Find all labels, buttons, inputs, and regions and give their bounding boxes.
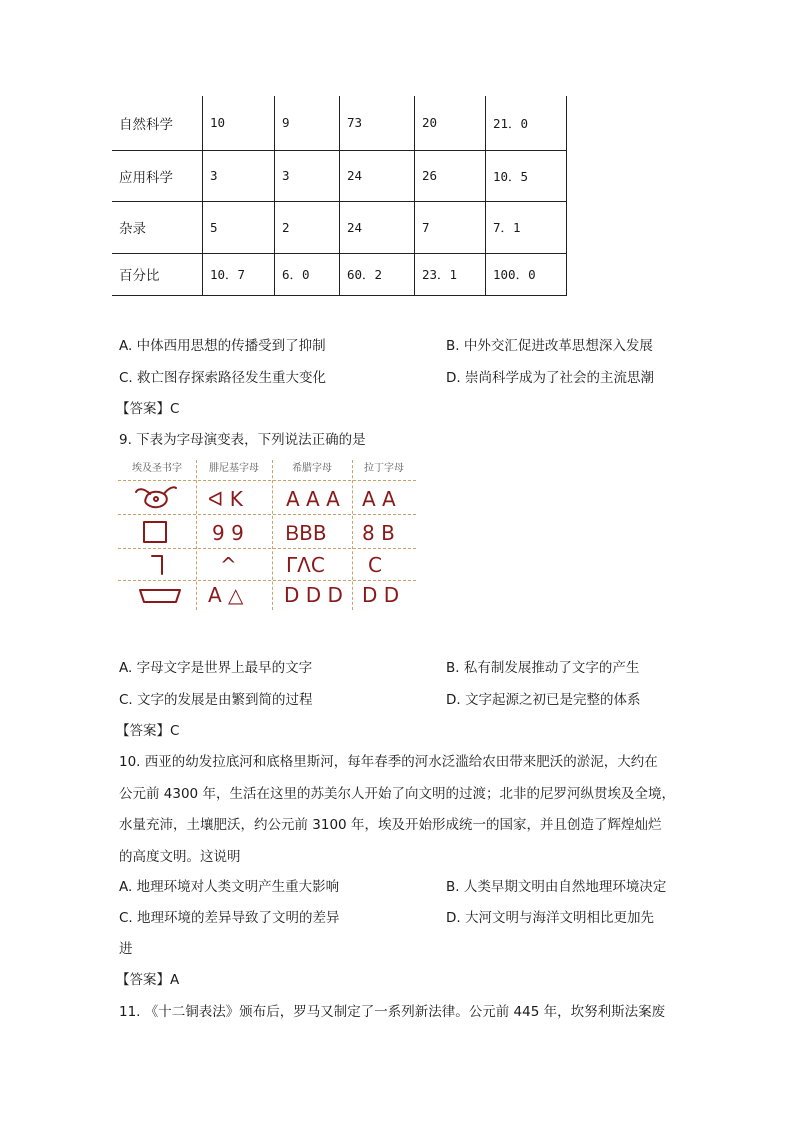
table-cell: 7 bbox=[415, 201, 486, 253]
q9-answer: 【答案】C bbox=[116, 723, 180, 739]
q10-stem-line4: 的高度文明。这说明 bbox=[119, 849, 241, 865]
header-egyptian: 埃及圣书字 bbox=[132, 463, 182, 474]
glyph-text: D D D bbox=[284, 583, 343, 607]
q8-option-d[interactable]: D. 崇尚科学成为了社会的主流思潮 bbox=[446, 370, 654, 386]
q10-option-d[interactable]: D. 大河文明与海洋文明相比更加先 bbox=[446, 910, 654, 926]
table-cell: 26 bbox=[415, 150, 486, 201]
q9-option-b[interactable]: B. 私有制发展推动了文字的产生 bbox=[446, 660, 640, 676]
glyph-text: 8 B bbox=[362, 521, 395, 545]
table-cell: 3 bbox=[275, 150, 340, 201]
table-row bbox=[112, 150, 567, 201]
row-label: 应用科学 bbox=[112, 150, 203, 201]
glyph-text: ^ bbox=[220, 553, 237, 577]
q8-option-c[interactable]: C. 救亡图存探索路径发生重大变化 bbox=[119, 370, 327, 386]
table-row bbox=[112, 201, 567, 253]
q9-option-d[interactable]: D. 文字起源之初已是完整的体系 bbox=[446, 692, 641, 708]
table-row bbox=[112, 253, 567, 295]
row-label: 自然科学 bbox=[112, 96, 203, 150]
table-cell: 10．7 bbox=[203, 253, 275, 295]
q9-option-a[interactable]: A. 字母文字是世界上最早的文字 bbox=[119, 660, 313, 676]
glyph-text: 9 9 bbox=[212, 521, 244, 545]
q10-stem-line1: 10. 西亚的幼发拉底河和底格里斯河，每年春季的河水泛滥给农田带来肥沃的淤泥，大约在 bbox=[119, 754, 658, 770]
q10-stem-line3: 水量充沛，土壤肥沃，约公元前 3100 年，埃及开始形成统一的国家，并且创造了辉煌灿烂 bbox=[119, 817, 662, 833]
letterforms-icon bbox=[196, 480, 416, 610]
table-cell: 21．0 bbox=[486, 96, 567, 150]
table-cell: 5 bbox=[203, 201, 275, 253]
q9-option-c[interactable]: C. 文字的发展是由繁到简的过程 bbox=[119, 692, 313, 708]
table-cell: 24 bbox=[340, 150, 415, 201]
q10-stem-line2: 公元前 4300 年，生活在这里的苏美尔人开始了向文明的过渡；北非的尼罗河纵贯埃及全境， bbox=[119, 786, 675, 802]
q10-option-b[interactable]: B. 人类早期文明由自然地理环境决定 bbox=[446, 879, 667, 895]
q10-option-d-continued: 进 bbox=[119, 941, 133, 957]
alphabet-evolution-figure bbox=[118, 460, 416, 610]
glyph-text: D D bbox=[362, 583, 400, 607]
table-cell: 3 bbox=[203, 150, 275, 201]
table-cell: 2 bbox=[275, 201, 340, 253]
glyph-text: ᏴBB bbox=[286, 521, 327, 545]
table-cell: 73 bbox=[340, 96, 415, 150]
table-cell: 7．1 bbox=[486, 201, 567, 253]
header-latin: 拉丁字母 bbox=[364, 463, 404, 474]
table-cell: 6．0 bbox=[275, 253, 340, 295]
row-label: 百分比 bbox=[112, 253, 203, 295]
glyph-text: C bbox=[368, 553, 382, 577]
q10-option-a[interactable]: A. 地理环境对人类文明产生重大影响 bbox=[119, 879, 340, 895]
q8-option-b[interactable]: B. 中外交汇促进改革思想深入发展 bbox=[446, 338, 653, 354]
q8-answer: 【答案】C bbox=[116, 401, 180, 417]
header-phoenician: 腓尼基字母 bbox=[209, 463, 259, 474]
q9-stem: 9. 下表为字母演变表，下列说法正确的是 bbox=[119, 432, 366, 448]
q11-stem-line1: 11. 《十二铜表法》颁布后，罗马又制定了一系列新法律。公元前 445 年，坎努利斯法案废 bbox=[119, 1004, 666, 1020]
q8-option-a[interactable]: A. 中体西用思想的传播受到了抑制 bbox=[119, 338, 326, 354]
door-glyph-icon bbox=[136, 584, 186, 608]
table-cell: 20 bbox=[415, 96, 486, 150]
corner-glyph-icon bbox=[146, 552, 176, 578]
table-cell: 60．2 bbox=[340, 253, 415, 295]
table-cell: 100．0 bbox=[486, 253, 567, 295]
glyph-text: ΓΛC bbox=[286, 553, 325, 577]
glyph-text: ᐊ K bbox=[208, 487, 243, 511]
table-cell: 10．5 bbox=[486, 150, 567, 201]
table-cell: 24 bbox=[340, 201, 415, 253]
data-table bbox=[112, 96, 567, 296]
table-cell: 10 bbox=[203, 96, 275, 150]
header-greek: 希腊字母 bbox=[292, 463, 332, 474]
q10-option-c[interactable]: C. 地理环境的差异导致了文明的差异 bbox=[119, 910, 340, 926]
row-label: 杂录 bbox=[112, 201, 203, 253]
table-row bbox=[112, 96, 567, 150]
q10-answer: 【答案】A bbox=[116, 972, 180, 988]
glyph-text: A A A bbox=[286, 487, 340, 511]
house-glyph-icon bbox=[140, 518, 180, 546]
ox-head-glyph-icon bbox=[128, 482, 188, 514]
table-cell: 23．1 bbox=[415, 253, 486, 295]
glyph-text: A △ bbox=[208, 583, 244, 607]
table-cell: 9 bbox=[275, 96, 340, 150]
glyph-text: A A bbox=[362, 487, 396, 511]
